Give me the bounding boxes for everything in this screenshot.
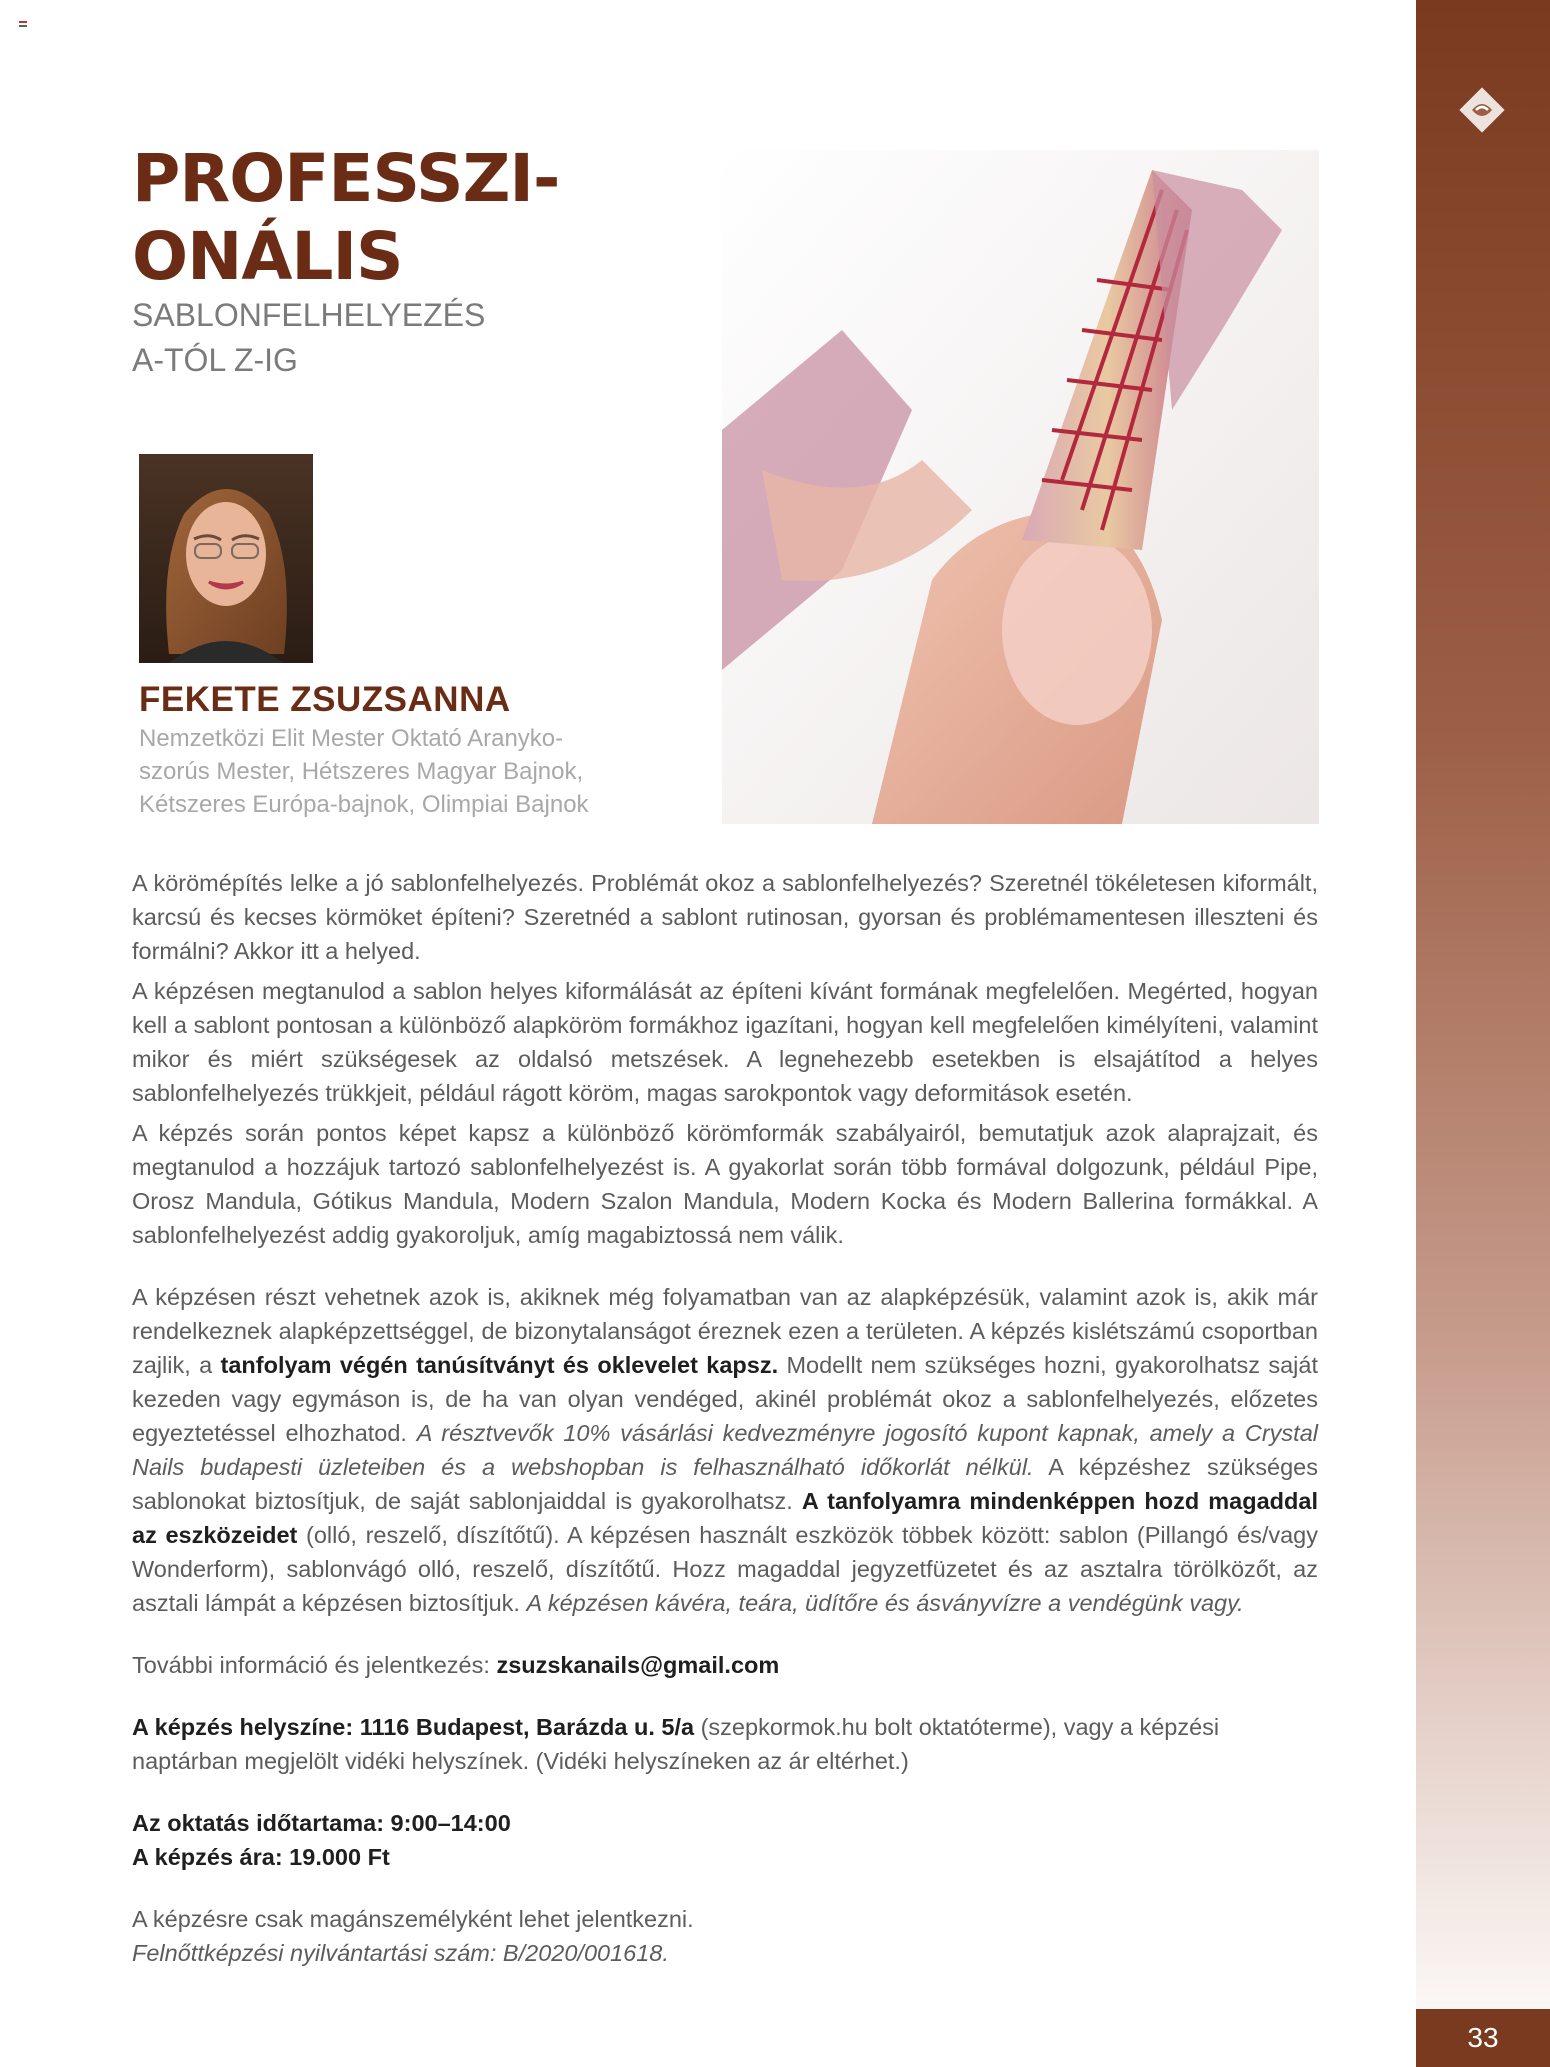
duration-line: Az oktatás időtartama: 9:00–14:00 [132, 1810, 511, 1836]
body-paragraph: A körömépítés lelke a jó sablonfelhelyezés. Problémát okoz a sablonfelhelyezés? Szeretnél tökéletesen kiformált, karcsú és kecses körmöket építeni? Szeretnéd a sablont rutinosan, gyorsan és problémamentesen illeszteni és formálni? Akkor itt a helyed. [132, 870, 1318, 964]
flag-icon [19, 21, 27, 27]
credentials-line: szorús Mester, Hétszeres Magyar Bajnok, [139, 758, 584, 785]
credentials-line: Nemzetközi Elit Mester Oktató Aranyko- [139, 725, 564, 752]
body-paragraph [132, 1280, 1318, 1620]
instructor-credentials [139, 722, 679, 821]
body-paragraph: A képzés során pontos képet kapsz a különböző körömformák szabályairól, bemutatjuk azok alaprajzait, és megtanulod a hozzájuk tartozó sablonfelhelyezést is. A gyakorlat során több formával dolgozunk, például Pipe, Orosz Mandula, Gótikus Mandula, Modern Szalon Mandula, Modern Kocka és Modern Ballerina formákkal. A sablonfelhelyezést addig gyakoroljuk, amíg magabiztossá nem válik. [132, 1120, 1318, 1248]
title-line: PROFESSZI- [132, 140, 560, 217]
page-title [132, 140, 559, 296]
contact-label: További információ és jelentkezés: [132, 1652, 497, 1678]
bold-text: tanfolyam végén tanúsítványt és oklevelet kapsz. [220, 1352, 779, 1378]
page-number: 33 [1416, 2009, 1550, 2067]
text-run: A képzéshez szükséges sablonokat biztosítjuk, de saját sablonjaiddal is gyakorolhatsz. [132, 1454, 1319, 1514]
page-subtitle [132, 293, 485, 383]
brand-logo-icon [1452, 80, 1512, 140]
nail-form-photo [722, 150, 1319, 824]
text-run: Modellt nem szükséges hozni, gyakorolhatsz saját kezeden vagy egymáson is, de ha van olyan vendéged, akinél problémát okoz a sablonfelhelyezés, előzetes egyeztetéssel elhozhatod. [132, 1352, 1319, 1446]
location-info [132, 1710, 1318, 1778]
registry-text: Felnőttképzési nyilvántartási szám: B/2020/001618. [132, 1940, 669, 1966]
italic-text: A képzésen kávéra, teára, üdítőre és ásványvízre a vendégünk vagy. [526, 1590, 1244, 1616]
italic-text: A résztvevők 10% vásárlási kedvezményre jogosító kupont kapnak, amely a Crystal Nails budapesti üzleteiben és a webshopban is felhasználható időkorlát nélkül. [132, 1420, 1318, 1480]
title-line: ONÁLIS [132, 218, 403, 295]
instructor-portrait [139, 454, 313, 663]
text-run: (olló, reszelő, díszítőtű). A képzésen használt eszközök többek között: sablon (Pillangó és/vagy Wonderform), sablonvágó olló, reszelő, díszítőtű. Hozz magaddal jegyzetfüzetet és az asztalra törölközőt, az asztali lámpát a képzésen biztosítjuk. [132, 1522, 1318, 1616]
price-line: A képzés ára: 19.000 Ft [132, 1844, 390, 1870]
text-run: A képzésen részt vehetnek azok is, akiknek még folyamatban van az alapképzésük, valamint azok is, akik már rendelkeznek alapképzettséggel, de bizonytalanságot éreznek ezen a területen. A képzés kislétszámú csoportban zajlik, a [132, 1284, 1318, 1378]
body-text [132, 866, 1318, 1976]
credentials-line: Kétszeres Európa-bajnok, Olimpiai Bajnok [139, 791, 589, 818]
instructor-name: FEKETE ZSUZSANNA [139, 680, 511, 719]
contact-email[interactable]: zsuzskanails@gmail.com [496, 1652, 780, 1678]
bold-text: A tanfolyamra mindenképpen hozd magaddal az eszközeidet [132, 1488, 1318, 1548]
private-note: A képzésre csak magánszemélyként lehet jelentkezni. [132, 1906, 694, 1932]
subtitle-line: A-TÓL Z-IG [132, 342, 298, 378]
registry-number [132, 1936, 1318, 1970]
contact-info [132, 1648, 1318, 1682]
location-detail: (szepkormok.hu bolt oktatóterme), vagy a képzési naptárban megjelölt vidéki helyszínek. (Vidéki helyszíneken az ár eltérhet.) [132, 1714, 1220, 1774]
decorative-sidebar [1416, 0, 1550, 2067]
location-label: A képzés helyszíne: 1116 Budapest, Barázda u. 5/a [132, 1714, 695, 1740]
body-paragraph: A képzésen megtanulod a sablon helyes kiformálását az építeni kívánt formának megfelelően. Megérted, hogyan kell a sablont pontosan a különböző alapköröm formákhoz igazítani, hogyan kell megfelelően kimélyíteni, valamint mikor és miért szükségesek az oldalsó metszések. A legnehezebb esetekben is elsajátítod a helyes sablonfelhelyezés trükkjeit, például rágott köröm, magas sarokpontok vagy deformitások esetén. [132, 978, 1318, 1106]
subtitle-line: SABLONFELHELYEZÉS [132, 297, 486, 333]
